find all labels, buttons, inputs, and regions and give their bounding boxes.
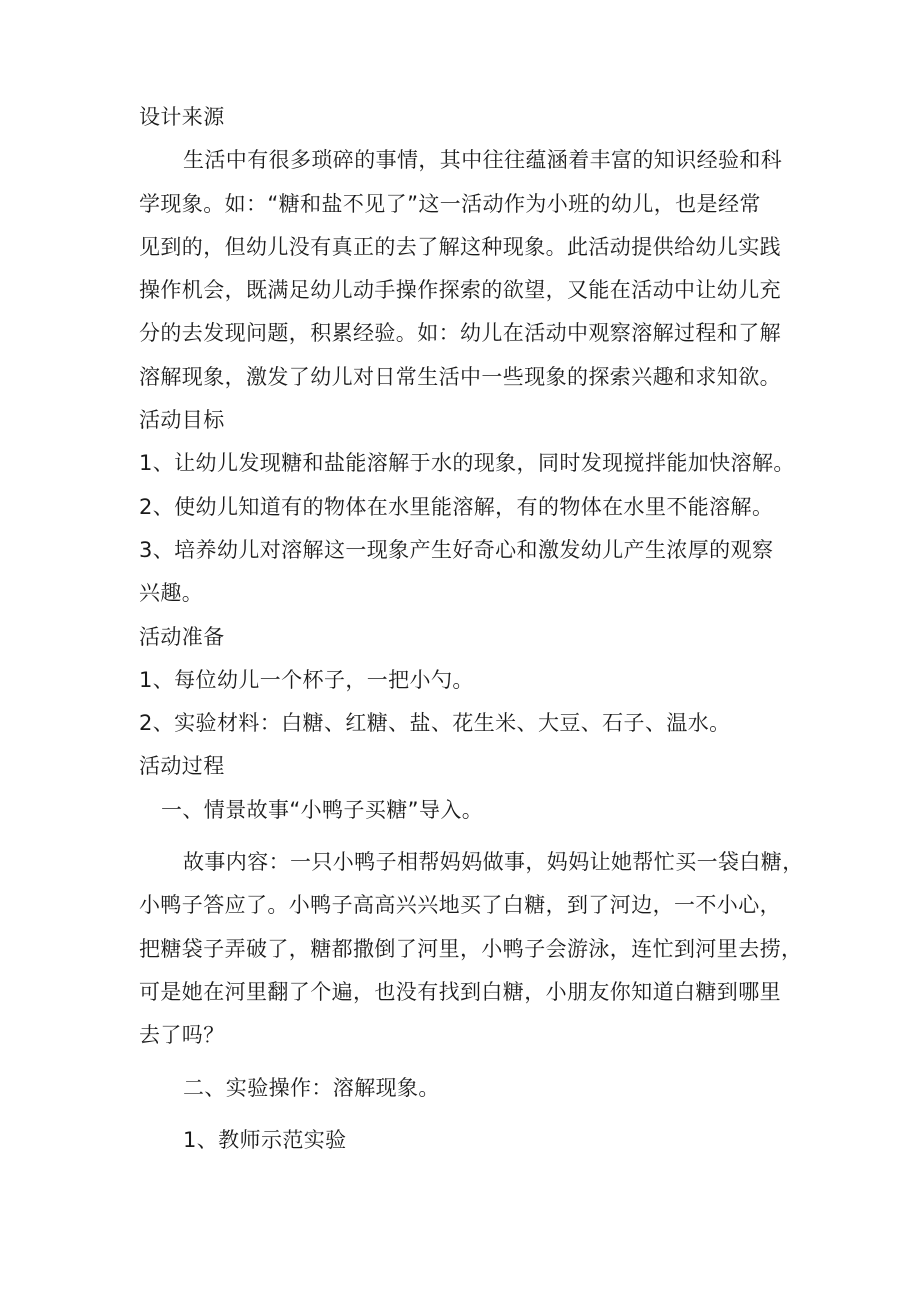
document-body (139, 96, 804, 1162)
prep-item-2: 2、实验材料：白糖、红糖、盐、花生米、大豆、石子、温水。 (139, 711, 731, 736)
heading-activity-goals: 活动目标 (139, 408, 225, 433)
source-paragraph-line-4: 操作机会，既满足幼儿动手操作探索的欲望，又能在活动中让幼儿充 (139, 278, 781, 303)
goal-item-3-line-2: 兴趣。 (139, 581, 204, 606)
story-line-2: 小鸭子答应了。小鸭子高高兴兴地买了白糖，到了河边，一不小心， (139, 893, 781, 918)
goal-item-3-line-1: 3、培养幼儿对溶解这一现象产生好奇心和激发幼儿产生浓厚的观察 (139, 537, 774, 562)
heading-activity-prep: 活动准备 (139, 624, 225, 649)
process-step-2: 二、实验操作：溶解现象。 (183, 1075, 440, 1100)
story-line-5: 去了吗？ (139, 1023, 225, 1048)
source-paragraph-line-1: 生活中有很多琐碎的事情，其中往往蕴涵着丰富的知识经验和科 (183, 148, 783, 173)
story-line-3: 把糖袋子弄破了，糖都撒倒了河里，小鸭子会游泳，连忙到河里去捞， (139, 936, 803, 961)
heading-design-source: 设计来源 (139, 105, 225, 129)
source-paragraph-line-3: 见到的，但幼儿没有真正的去了解这种现象。此活动提供给幼儿实践 (139, 234, 781, 259)
goal-item-1: 1、让幼儿发现糖和盐能溶解于水的现象，同时发现搅拌能加快溶解。 (139, 451, 795, 476)
story-line-4: 可是她在河里翻了个遍，也没有找到白糖，小朋友你知道白糖到哪里 (139, 979, 781, 1004)
source-paragraph-line-6: 溶解现象，激发了幼儿对日常生活中一些现象的探索兴趣和求知欲。 (139, 364, 781, 389)
process-step-1: 一、情景故事“小鸭子买糖”导入。 (161, 797, 484, 822)
story-line-1: 故事内容：一只小鸭子相帮妈妈做事，妈妈让她帮忙买一袋白糖， (183, 850, 804, 875)
process-step-2-sub-1: 1、教师示范实验 (183, 1127, 347, 1152)
prep-item-1: 1、每位幼儿一个杯子，一把小勺。 (139, 667, 474, 692)
source-paragraph-line-5: 分的去发现问题，积累经验。如：幼儿在活动中观察溶解过程和了解 (139, 321, 781, 346)
heading-activity-process: 活动过程 (139, 754, 225, 779)
source-paragraph-line-2: 学现象。如：“糖和盐不见了”这一活动作为小班的幼儿，也是经常 (139, 191, 761, 216)
goal-item-2: 2、使幼儿知道有的物体在水里能溶解，有的物体在水里不能溶解。 (139, 494, 774, 519)
